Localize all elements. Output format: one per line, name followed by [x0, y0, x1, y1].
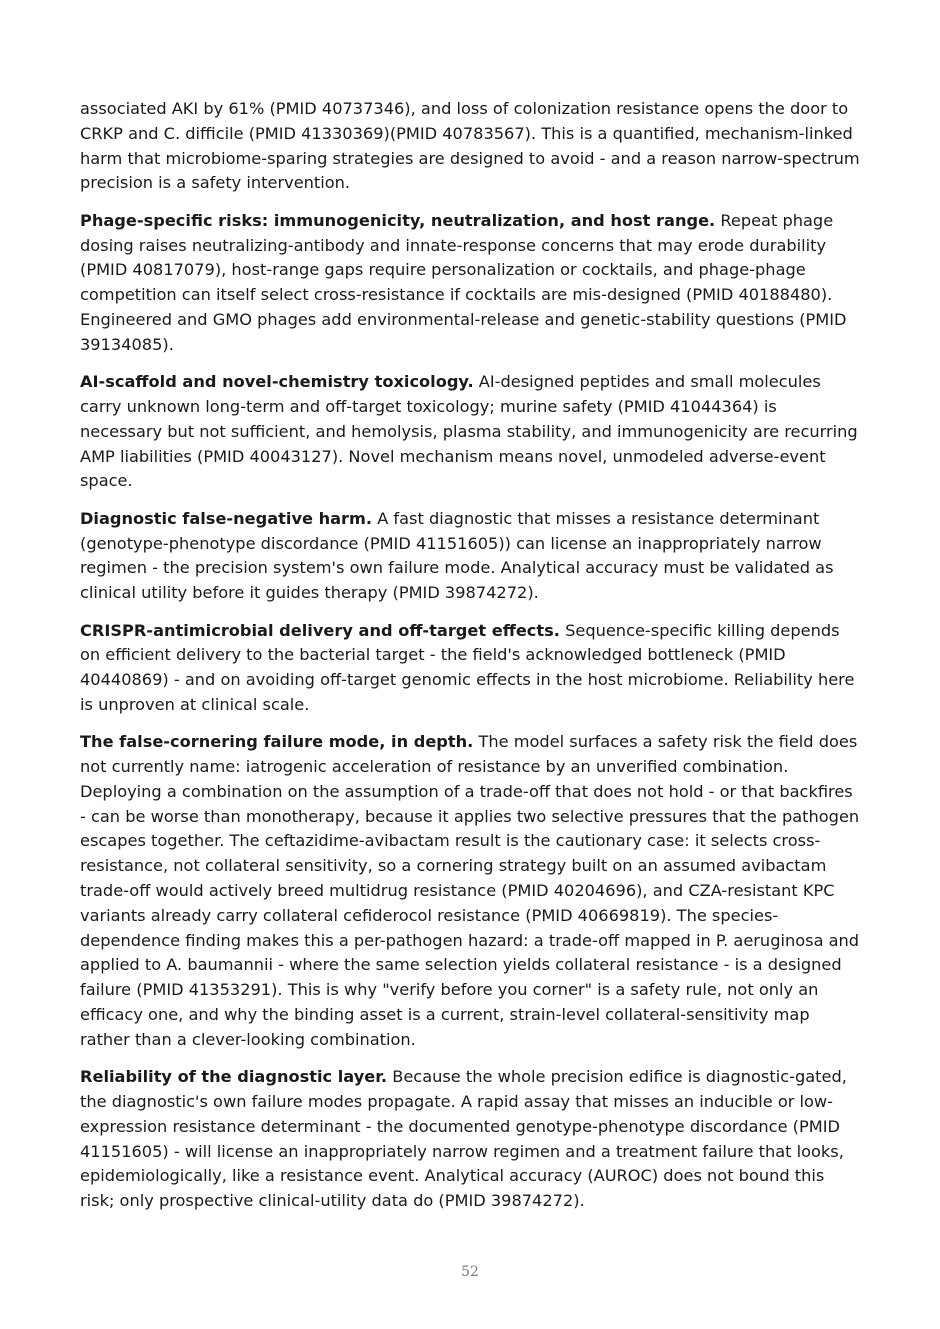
paragraph-phage-risks [80, 209, 862, 358]
paragraph-text: Repeat phage dosing raises neutralizing-antibody and innate-response concerns that may erode durability (PMID 40817079), host-range gaps require personalization or cocktails, and phage-phage competition can itself select cross-resistance if cocktails are mis-designed (PMID 40188480). Engineered and GMO phages add environmental-release and genetic-stability questions (PMID 39134085). [80, 210, 847, 354]
paragraph-heading: AI-scaffold and novel-chemistry toxicology. [80, 372, 474, 392]
paragraph-heading: Phage-specific risks: immunogenicity, neutralization, and host range. [80, 210, 716, 230]
paragraph-heading: The false-cornering failure mode, in depth. [80, 732, 474, 752]
paragraph-text: associated AKI by 61% (PMID 40737346), and loss of colonization resistance opens the door to CRKP and C. difficile (PMID 41330369)(PMID 40783567). This is a quantified, mechanism-linked harm that microbiome-sparing strategies are designed to avoid - and a reason narrow-spectrum precision is a safety intervention. [80, 99, 860, 193]
paragraph-text: The model surfaces a safety risk the field does not currently name: iatrogenic acceleration of resistance by an unverified combination. Deploying a combination on the assumption of a trade-off that does not hold - or that backfires - can be worse than monotherapy, because it applies two selective pressures that the pathogen escapes together. The ceftazidime-avibactam result is the cautionary case: it selects cross-resistance, not collateral sensitivity, so a cornering strategy built on an assumed avibactam trade-off would actively breed multidrug resistance (PMID 40204696), and CZA-resistant KPC variants already carry collateral cefiderocol resistance (PMID 40669819). The species-dependence finding makes this a per-pathogen hazard: a trade-off mapped in P. aeruginosa and applied to A. baumannii - where the same selection yields collateral resistance - is a designed failure (PMID 41353291). This is why "verify before you corner" is a safety rule, not only an efficacy one, and why the binding asset is a current, strain-level collateral-sensitivity map rather than a clever-looking combination. [80, 732, 860, 1049]
document-body [80, 97, 862, 1227]
paragraph-diagnostic-false-negative [80, 507, 862, 606]
paragraph-heading: Reliability of the diagnostic layer. [80, 1067, 388, 1087]
paragraph-heading: Diagnostic false-negative harm. [80, 508, 373, 528]
paragraph-diagnostic-reliability [80, 1065, 862, 1214]
paragraph-text: Because the whole precision edifice is diagnostic-gated, the diagnostic's own failure modes propagate. A rapid assay that misses an inducible or low-expression resistance determinant - the documented genotype-phenotype discordance (PMID 41151605) - will license an inappropriately narrow regimen and a treatment failure that looks, epidemiologically, like a resistance event. Analytical accuracy (AUROC) does not bound this risk; only prospective clinical-utility data do (PMID 39874272). [80, 1067, 847, 1211]
paragraph-text: Sequence-specific killing depends on efficient delivery to the bacterial target - the field's acknowledged bottleneck (PMID 40440869) - and on avoiding off-target genomic effects in the host microbiome. Reliability here is unproven at clinical scale. [80, 620, 855, 714]
page-number: 52 [461, 1264, 479, 1280]
paragraph-aki-continuation [80, 97, 862, 196]
paragraph-text: AI-designed peptides and small molecules carry unknown long-term and off-target toxicology; murine safety (PMID 41044364) is necessary but not sufficient, and hemolysis, plasma stability, and immunogenicity are recurring AMP liabilities (PMID 40043127). Novel mechanism means novel, unmodeled adverse-event space. [80, 372, 858, 491]
paragraph-crispr-delivery [80, 619, 862, 718]
paragraph-heading: CRISPR-antimicrobial delivery and off-target effects. [80, 620, 560, 640]
paragraph-text: A fast diagnostic that misses a resistance determinant (genotype-phenotype discordance (PMID 41151605)) can license an inappropriately narrow regimen - the precision system's own failure mode. Analytical accuracy must be validated as clinical utility before it guides therapy (PMID 39874272). [80, 508, 834, 603]
paragraph-ai-toxicology [80, 370, 862, 494]
paragraph-false-cornering [80, 730, 862, 1052]
